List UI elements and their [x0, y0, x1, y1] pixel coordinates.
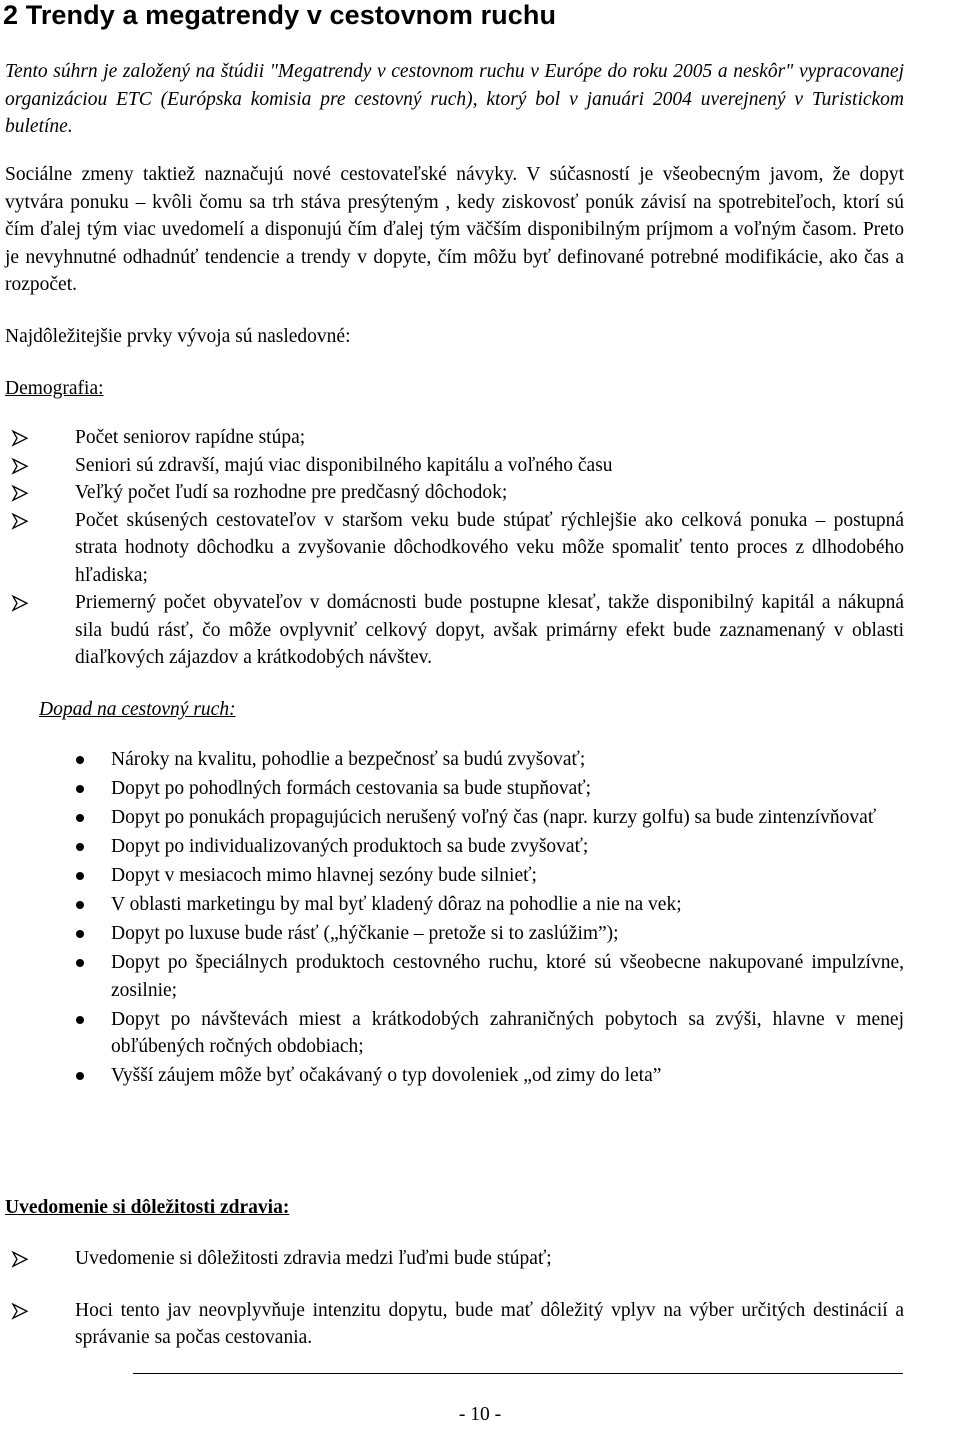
list-item-text: Dopyt po luxuse bude rásť („hýčkanie – pretože si to zaslúžim”);: [111, 923, 619, 944]
list-item: [0, 1062, 904, 1090]
arrow-bullet-icon: [10, 452, 30, 480]
list-item-text: Vyšší záujem môže byť očakávaný o typ dovoleniek „od zimy do leta”: [111, 1065, 662, 1086]
footer-divider: [133, 1373, 903, 1374]
bullet-dot-icon: [76, 1072, 84, 1080]
list-item: [0, 507, 904, 590]
list-item-text: Dopyt po individualizovaných produktoch sa bude zvyšovať;: [111, 836, 589, 857]
list-item-text: Priemerný počet obyvateľov v domácnosti bude postupne klesať, takže disponibilný kapitál a nákupná sila budú rásť, čo môže ovplyvniť celkový dopyt, avšak primárny efekt bude zaznamenaný v oblasti diaľkových zájazdov a krátkodobých návštev.: [75, 592, 904, 668]
demography-heading: Demografia:: [5, 378, 104, 399]
bullet-dot-icon: [76, 843, 84, 851]
list-item: [0, 949, 904, 1004]
list-item: [0, 775, 904, 803]
list-item: [0, 1245, 904, 1273]
arrow-bullet-icon: [10, 1245, 30, 1273]
demography-list: [0, 424, 904, 672]
bullet-dot-icon: [76, 930, 84, 938]
list-item-text: Dopyt po návštevách miest a krátkodobých zahraničných pobytoch sa zvýši, hlavne v menej obľúbených ročných obdobiach;: [111, 1008, 904, 1057]
list-item: [0, 452, 904, 480]
list-item-text: Hoci tento jav neovplyvňuje intenzitu dopytu, bude mať dôležitý vplyv na výber určitých destinácií a správanie sa počas cestovania.: [75, 1299, 904, 1348]
list-item: [0, 833, 904, 861]
list-item: [0, 746, 904, 774]
list-item-text: Dopyt po ponukách propagujúcich nerušený voľný čas (napr. kurzy golfu) sa bude zintenzívňovať: [111, 807, 877, 828]
bullet-dot-icon: [76, 901, 84, 909]
bullet-dot-icon: [76, 872, 84, 880]
impact-heading: Dopad na cestovný ruch:: [39, 699, 236, 720]
impact-list: [0, 746, 904, 1091]
list-item: [0, 479, 904, 507]
list-item-text: Nároky na kvalitu, pohodlie a bezpečnosť sa budú zvyšovať;: [111, 749, 586, 770]
bullet-dot-icon: [76, 785, 84, 793]
list-item: [0, 920, 904, 948]
list-item: [0, 1297, 904, 1352]
bullet-dot-icon: [76, 814, 84, 822]
list-item-text: Uvedomenie si dôležitosti zdravia medzi ľuďmi bude stúpať;: [75, 1248, 552, 1269]
health-list: [0, 1245, 904, 1376]
list-item-text: Seniori sú zdravší, majú viac disponibilného kapitálu a voľného času: [75, 454, 613, 476]
list-item-text: Dopyt v mesiacoch mimo hlavnej sezóny bude silnieť;: [111, 865, 537, 886]
page-title: 2 Trendy a megatrendy v cestovnom ruchu: [3, 0, 557, 30]
list-item-text: Veľký počet ľudí sa rozhodne pre predčasný dôchodok;: [75, 482, 508, 503]
arrow-bullet-icon: [10, 479, 30, 507]
bullet-dot-icon: [76, 959, 84, 967]
bullet-dot-icon: [76, 756, 84, 764]
list-item: [0, 589, 904, 672]
list-item-text: Dopyt po pohodlných formách cestovania sa bude stupňovať;: [111, 778, 592, 799]
social-changes-paragraph: Sociálne zmeny taktiež naznačujú nové cestovateľské návyky. V súčasností je všeobecným javom, že dopyt vytvára ponuku – kvôli čomu sa trh stáva presýteným , kedy ziskovosť ponúk závisí na spotrebiteľoch, ktorí sú čím ďalej tým viac uvedomelí a disponujú čím ďalej tým väčším disponibilným príjmom a voľným časom. Preto je nevyhnutné odhadnúť tendencie a trendy v dopyte, čím môžu byť definované potrebné modifikácie, ako čas a rozpočet.: [5, 164, 904, 295]
list-item: [0, 424, 904, 452]
key-elements-paragraph: Najdôležitejšie prvky vývoja sú nasledovné:: [5, 326, 351, 347]
list-item-text: Dopyt po špeciálnych produktoch cestovného ruchu, ktoré sú všeobecne nakupované impulzívne, zosilnie;: [111, 952, 904, 1001]
list-item-text: Počet skúsených cestovateľov v staršom veku bude stúpať rýchlejšie ako celková ponuka – postupná strata hodnoty dôchodku a zvyšovanie dôchodkového veku môže spomaliť tento proces z dlhodobého hľadiska;: [75, 509, 904, 586]
page-number: - 10 -: [458, 1404, 502, 1425]
bullet-dot-icon: [76, 1016, 84, 1024]
list-item: [0, 1006, 904, 1061]
health-heading: Uvedomenie si dôležitosti zdravia:: [5, 1197, 290, 1218]
arrow-bullet-icon: [10, 507, 30, 535]
list-item: [0, 862, 904, 890]
arrow-bullet-icon: [10, 589, 30, 617]
intro-paragraph: Tento súhrn je založený na štúdii "Megatrendy v cestovnom ruchu v Európe do roku 2005 a neskôr" vypracovanej organizáciou ETC (Európska komisia pre cestovný ruch), ktorý bol v januári 2004 uverejnený v Turistickom buletíne.: [5, 61, 904, 137]
list-item: [0, 804, 904, 832]
arrow-bullet-icon: [10, 1297, 30, 1325]
arrow-bullet-icon: [10, 424, 30, 452]
list-item-text: V oblasti marketingu by mal byť kladený dôraz na pohodlie a nie na vek;: [111, 894, 682, 915]
list-item-text: Počet seniorov rapídne stúpa;: [75, 427, 306, 448]
list-item: [0, 891, 904, 919]
